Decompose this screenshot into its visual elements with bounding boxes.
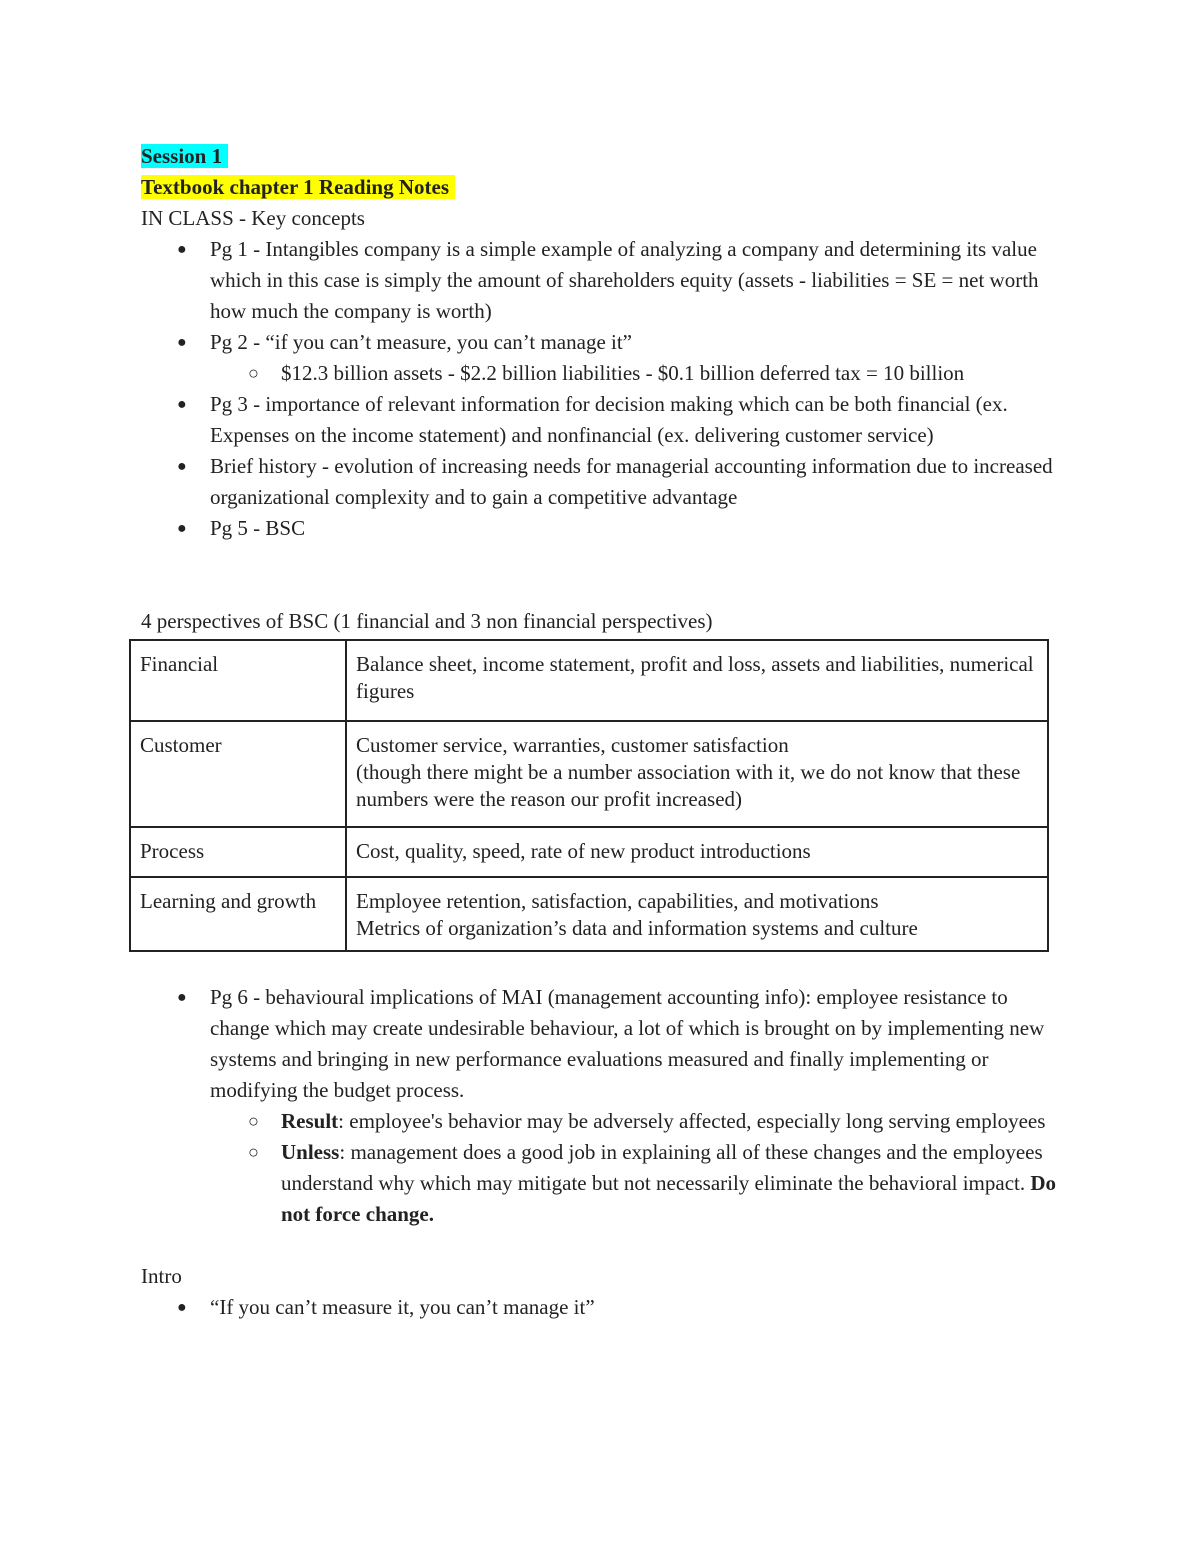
intro-list: [141, 1292, 1071, 1323]
bullet-icon: ●: [177, 1299, 187, 1316]
hollow-bullet-icon: ○: [248, 363, 259, 383]
sub-list-item-text: $12.3 billion assets - $2.2 billion liabilities - $0.1 billion deferred tax = 10 billion: [281, 361, 965, 385]
table-cell-perspective: Learning and growth: [130, 877, 346, 951]
table-row: [130, 640, 1048, 721]
list-item-text: Brief history - evolution of increasing needs for managerial accounting information due to increased organizational complexity and to gain a competitive advantage: [210, 454, 1053, 509]
cell-line: Employee retention, satisfaction, capabilities, and motivations: [356, 889, 879, 913]
sub-list-item: [210, 1106, 1071, 1137]
chapter-title: Textbook chapter 1 Reading Notes: [141, 175, 455, 199]
list-item: [139, 513, 1071, 544]
table-row: [130, 877, 1048, 951]
cell-line: Cost, quality, speed, rate of new product introductions: [356, 839, 811, 863]
list-item-text: Pg 6 - behavioural implications of MAI (management accounting info): employee resistance to change which may create undesirable behaviour, a lot of which is brought on by implementing new systems and bringing in new performance evaluations measured and finally implementing or modifying the budget process.: [210, 985, 1045, 1102]
table-cell-perspective: Financial: [130, 640, 346, 721]
sub-list: [210, 1106, 1071, 1230]
cell-line: (though there might be a number association with it, we do not know that these numbers were the reason our profit increased): [356, 760, 1021, 811]
key-concepts-list: [141, 234, 1071, 544]
list-item: [139, 982, 1071, 1230]
result-label: Result: [281, 1109, 339, 1133]
list-item-text: Pg 2 - “if you can’t measure, you can’t manage it”: [210, 330, 632, 354]
table-cell-description: [346, 721, 1048, 827]
bullet-icon: ●: [177, 334, 187, 351]
table-cell-description: [346, 640, 1048, 721]
list-item: [139, 1292, 1071, 1323]
table-row: [130, 721, 1048, 827]
sub-list: [210, 358, 1071, 389]
spacer: [141, 1230, 1071, 1261]
table-cell-description: [346, 877, 1048, 951]
bsc-heading: 4 perspectives of BSC (1 financial and 3 non financial perspectives): [141, 609, 713, 633]
table-cell-description: [346, 827, 1048, 877]
table-cell-perspective: Process: [130, 827, 346, 877]
document-page: [141, 141, 1071, 1323]
chapter-title-line: [141, 172, 1071, 203]
bullet-icon: ●: [177, 458, 187, 475]
bsc-table: [129, 639, 1049, 952]
bullet-icon: ●: [177, 989, 187, 1006]
list-item-text: Pg 1 - Intangibles company is a simple example of analyzing a company and determining its value which in this case is simply the amount of shareholders equity (assets - liabilities = SE = net worth how much the company is worth): [210, 237, 1039, 323]
intro-heading: Intro: [141, 1264, 182, 1288]
cell-line: Customer service, warranties, customer satisfaction: [356, 733, 789, 757]
bullet-icon: ●: [177, 520, 187, 537]
unless-text: : management does a good job in explaining all of these changes and the employees understand why which may mitigate but not necessarily eliminate the behavioral impact.: [281, 1140, 1043, 1195]
hollow-bullet-icon: ○: [248, 1142, 259, 1162]
list-item-text: Pg 3 - importance of relevant information for decision making which can be both financial (ex. Expenses on the income statement) and nonfinancial (ex. delivering customer service): [210, 392, 1008, 447]
pg6-list: [141, 982, 1071, 1230]
list-item: [139, 234, 1071, 327]
bullet-icon: ●: [177, 241, 187, 258]
sub-list-item: [210, 358, 1071, 389]
result-text: : employee's behavior may be adversely affected, especially long serving employees: [338, 1109, 1046, 1133]
list-item: [139, 389, 1071, 451]
table-cell-perspective: Customer: [130, 721, 346, 827]
in-class-heading: IN CLASS - Key concepts: [141, 206, 365, 230]
cell-line: Balance sheet, income statement, profit and loss, assets and liabilities, numerical figures: [356, 652, 1034, 703]
list-item: [139, 327, 1071, 389]
unless-emphasis: Do not force change.: [281, 1171, 1057, 1226]
cell-line: Metrics of organization’s data and information systems and culture: [356, 916, 918, 940]
spacer: [141, 544, 1071, 606]
list-item: [139, 451, 1071, 513]
table-row: [130, 827, 1048, 877]
session-title: Session 1: [141, 144, 228, 168]
session-title-line: [141, 141, 1071, 172]
bullet-icon: ●: [177, 396, 187, 413]
list-item-text: Pg 5 - BSC: [210, 516, 306, 540]
list-item-text: “If you can’t measure it, you can’t manage it”: [210, 1295, 595, 1319]
spacer: [141, 952, 1071, 982]
hollow-bullet-icon: ○: [248, 1111, 259, 1131]
sub-list-item: [210, 1137, 1071, 1230]
unless-label: Unless: [281, 1140, 340, 1164]
